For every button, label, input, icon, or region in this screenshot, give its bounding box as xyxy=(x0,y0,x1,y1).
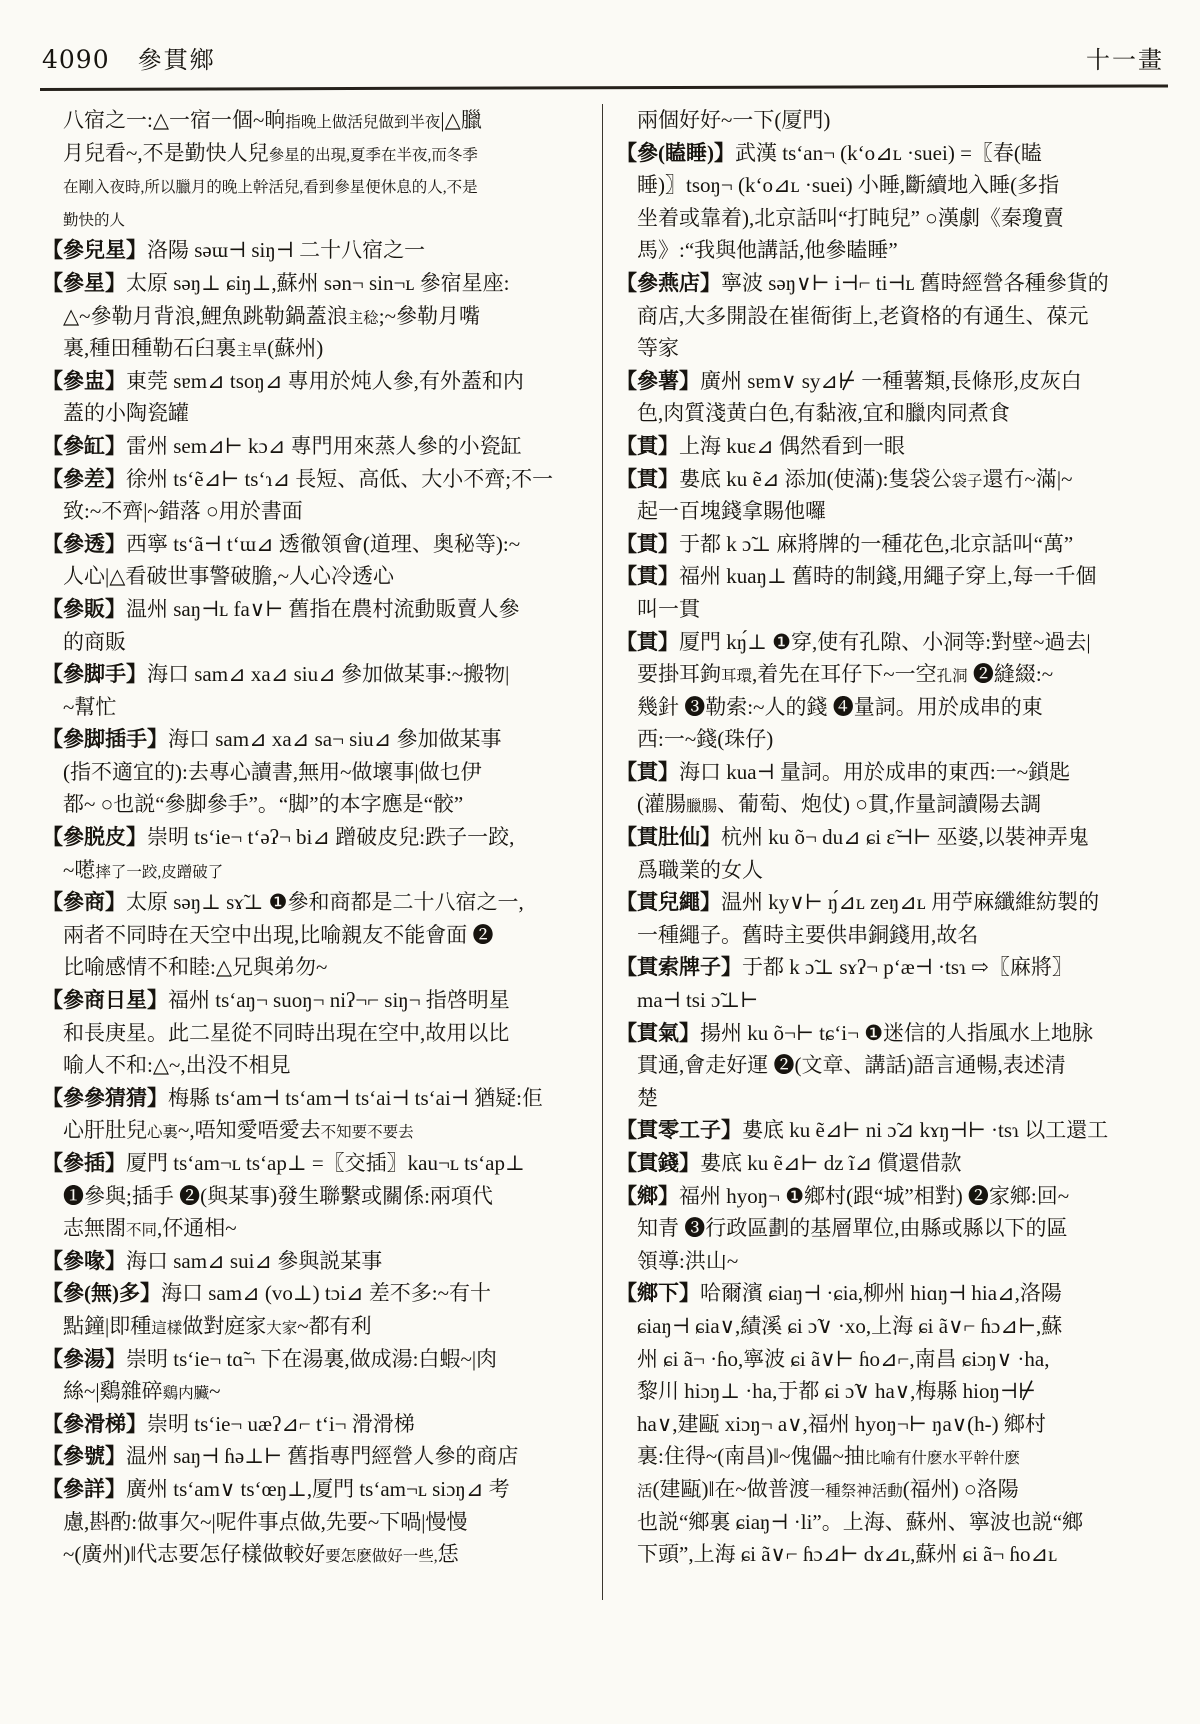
annotation-segment: 活 xyxy=(637,1482,653,1500)
headword: 【參燕店】 xyxy=(616,270,721,295)
text-segment: 上海 kuɛ⊿ 偶然看到一眼 xyxy=(679,433,905,458)
dict-line xyxy=(616,1245,1167,1278)
headword: 【參(瞌睡)】 xyxy=(616,140,735,165)
dict-line xyxy=(42,1212,593,1245)
text-segment: 月兒看~,不是勤快人兒 xyxy=(63,140,269,165)
dict-line xyxy=(616,1147,1167,1180)
left-column xyxy=(42,104,593,1571)
text-segment: 領導:洪山~ xyxy=(637,1248,739,1273)
dict-line xyxy=(42,1147,593,1180)
headword: 【貫】 xyxy=(616,433,679,458)
dict-line xyxy=(616,756,1167,789)
text-segment: 崇明 tsʻie¬ uæʔ⊿⌐ tʻi¬ 滑滑梯 xyxy=(147,1411,415,1436)
text-segment: 婁底 ku ẽ⊿ 添加(使滿):隻袋公 xyxy=(679,466,952,491)
text-segment: 和長庚星。此二星從不同時出現在空中,故用以比 xyxy=(63,1020,510,1045)
text-segment: 商店,大多開設在崔衙街上,老資格的有通生、葆元 xyxy=(637,303,1089,328)
text-segment: 下頭”,上海 ɕi ã∨⌐ ɦɔ⊿⊢ dɤ⊿ʟ,蘇州 ɕi ã¬ ɦo⊿ʟ xyxy=(637,1542,1058,1567)
annotation-segment: 不同 xyxy=(126,1222,158,1240)
headword: 【貫索牌子】 xyxy=(616,955,742,980)
text-segment: 裏,種田種勒石臼裏 xyxy=(63,336,237,361)
text-segment: 温州 saŋ⊣ʟ fa∨⊢ 舊指在農村流動販賣人參 xyxy=(126,596,520,621)
text-segment: 太原 səŋ⊥ ɕiŋ⊥,蘇州 sən¬ sin¬ʟ 參宿星座: xyxy=(126,270,510,295)
dict-line xyxy=(616,267,1167,300)
headword: 【貫氣】 xyxy=(616,1020,700,1045)
text-segment: ;~參勒月嘴 xyxy=(378,303,480,328)
text-segment: ,伓通相~ xyxy=(157,1216,237,1241)
headword: 【參透】 xyxy=(42,531,126,556)
headword: 【參湯】 xyxy=(42,1346,126,1371)
dict-line xyxy=(616,919,1167,952)
header-rule xyxy=(40,84,1168,91)
text-segment: 福州 kuaŋ⊥ 舊時的制錢,用繩子穿上,每一千個 xyxy=(679,564,1097,589)
text-segment: 也説“鄉裏 ɕiaŋ⊣ ·li”。上海、蘇州、寧波也説“鄉 xyxy=(637,1509,1084,1534)
headword: 【參盅】 xyxy=(42,368,126,393)
dict-line xyxy=(42,854,593,887)
text-segment: 蓋的小陶瓷罐 xyxy=(63,401,189,426)
dict-line xyxy=(616,1180,1167,1213)
text-segment: 厦門 tsʻam¬ʟ tsʻap⊥ =〖交插〗kau¬ʟ tsʻap⊥ xyxy=(126,1151,525,1175)
dict-line xyxy=(616,854,1167,887)
headword: 【貫】 xyxy=(616,629,679,654)
text-segment: 心肝肚兒 xyxy=(63,1118,147,1143)
text-segment: 海口 kua⊣ 量詞。用於成串的東西:一~鎖匙 xyxy=(679,759,1071,784)
text-segment: 州 ɕi ã¬ ·ɦo,寧波 ɕi ã∨⊢ ɦo⊿⌐,南昌 ɕiɔŋ∨ ·ha, xyxy=(637,1346,1050,1371)
right-column xyxy=(616,104,1167,1571)
text-segment: 的商販 xyxy=(63,629,126,654)
dict-line xyxy=(616,560,1167,593)
annotation-segment: 大家 xyxy=(266,1319,298,1337)
dict-line xyxy=(616,886,1167,919)
annotation-segment: 勤快的人 xyxy=(63,211,126,229)
dict-line xyxy=(42,267,593,300)
dict-line xyxy=(42,658,593,691)
text-segment: 喻人不和:△~,出没不相見 xyxy=(63,1053,291,1078)
dict-line xyxy=(42,919,593,952)
headword: 【貫】 xyxy=(616,564,679,589)
dict-line xyxy=(42,234,593,267)
dict-line xyxy=(42,756,593,789)
text-segment: 、葡萄、炮仗) ○貫,作量詞讀陽去調 xyxy=(717,792,1042,817)
dict-line xyxy=(616,495,1167,528)
text-segment: 杭州 ku õ¬ du⊿ ɕi ɛ̃⊣⊢ 巫婆,以裝神弄鬼 xyxy=(721,825,1089,850)
annotation-segment: 參星的出現,夏季在半夜,而冬季 xyxy=(268,146,478,164)
headword: 【貫】 xyxy=(616,531,679,556)
dict-line xyxy=(616,1082,1167,1115)
text-segment: |△臘 xyxy=(440,108,482,132)
annotation-segment: 一種祭神活動 xyxy=(809,1482,903,1500)
headword: 【參脚插手】 xyxy=(42,727,168,752)
text-segment: 黎川 hiɔŋ⊥ ·ha,于都 ɕi ɔ̃∨ ha∨,梅縣 hioŋ⊣⊬ xyxy=(637,1379,1036,1404)
dict-line xyxy=(616,1375,1167,1408)
dict-line xyxy=(42,886,593,919)
text-segment: ha∨,建甌 xiɔŋ¬ a∨,福州 hyoŋ¬⊢ ŋa∨(h-) 鄉村 xyxy=(637,1411,1046,1436)
text-segment: 海口 sam⊿ xa⊿ sa¬ siu⊿ 參加做某事 xyxy=(168,727,502,752)
text-segment: 兩個好好~一下(厦門) xyxy=(637,108,831,132)
headword: 【參差】 xyxy=(42,466,126,491)
dict-line xyxy=(616,463,1167,496)
dict-line xyxy=(616,593,1167,626)
dict-line xyxy=(616,1114,1167,1147)
text-segment: ❷縫綴:~ xyxy=(967,662,1054,687)
dict-line xyxy=(42,951,593,984)
text-segment: 坐着或靠着),北京話叫“打盹兒” ○漢劇《秦瓊賣 xyxy=(637,205,1064,230)
dict-line xyxy=(616,1049,1167,1082)
dict-line xyxy=(42,723,593,756)
dict-line xyxy=(616,1017,1167,1050)
annotation-segment: 孔洞 xyxy=(936,668,968,686)
text-segment: 婁底 ku ẽ⊿⊢ ni ɔ̃⊿ kɤŋ⊣⊢ ·tsɿ 以工還工 xyxy=(742,1118,1109,1143)
headword: 【參星】 xyxy=(42,270,126,295)
dict-line xyxy=(42,169,593,202)
dict-line xyxy=(42,1473,593,1506)
text-segment: 裏:住得~(南昌)‖~傀儡~抽 xyxy=(637,1444,865,1469)
text-segment: ,着先在耳仔下~一空 xyxy=(752,662,937,687)
dict-line xyxy=(616,1277,1167,1310)
annotation-segment: 在剛入夜時,所以臘月的晚上幹活兒,看到參星便休息的人,不是 xyxy=(63,179,478,197)
dict-line xyxy=(616,626,1167,659)
annotation-segment: 臘腸 xyxy=(686,798,718,816)
page-header xyxy=(42,40,1164,75)
text-segment: 貫通,會走好運 ❷(文章、講話)語言通暢,表述清 xyxy=(637,1053,1066,1078)
text-segment: 徐州 tsʻẽ⊿⊢ tsʻɿ⊿ 長短、高低、大小不齊;不一 xyxy=(126,466,554,491)
dict-line xyxy=(42,300,593,333)
text-segment: 揚州 ku õ¬⊢ tɕʻi¬ ❶迷信的人指風水上地脉 xyxy=(700,1020,1094,1045)
dict-line xyxy=(42,202,593,235)
text-segment: 起一百塊錢拿賜他囉 xyxy=(637,499,826,524)
annotation-segment: 要怎麽做好一些, xyxy=(325,1548,438,1566)
dict-line xyxy=(616,300,1167,333)
dict-line xyxy=(42,1538,593,1571)
dict-line xyxy=(42,626,593,659)
text-segment: 等家 xyxy=(637,336,679,361)
text-segment: 福州 tsʻaŋ¬ suoŋ¬ niʔ¬⌐ siŋ¬ 指啓明星 xyxy=(168,988,510,1013)
text-segment: 知青 ❸行政區劃的基層單位,由縣或縣以下的區 xyxy=(637,1216,1068,1241)
annotation-segment: 主稔 xyxy=(347,309,379,327)
text-segment: 絲~|鷄雜碎 xyxy=(63,1379,163,1404)
dict-line xyxy=(42,495,593,528)
text-segment: 廣州 sɐm∨ sy⊿⊬ 一種薯類,長條形,皮灰白 xyxy=(700,368,1082,393)
dict-line xyxy=(42,1343,593,1376)
dict-line xyxy=(42,691,593,724)
dict-line xyxy=(616,332,1167,365)
dict-line xyxy=(42,560,593,593)
headword: 【參兒星】 xyxy=(42,238,147,263)
text-segment: ~㘃 xyxy=(63,857,96,882)
dict-line xyxy=(616,397,1167,430)
annotation-segment: 比喻有什麽水平幹什麽 xyxy=(864,1450,1020,1468)
dict-line xyxy=(42,463,593,496)
dict-line xyxy=(42,984,593,1017)
dict-line xyxy=(616,1343,1167,1376)
headword: 【貫錢】 xyxy=(616,1151,700,1175)
text-segment: 東莞 sɐm⊿ tsoŋ⊿ 專用於炖人參,有外蓋和内 xyxy=(126,368,524,393)
annotation-segment: 心裏 xyxy=(147,1124,179,1142)
annotation-segment: 這樣 xyxy=(151,1319,183,1337)
text-segment: 温州 saŋ⊣ ɦə⊥⊢ 舊指專門經營人參的商店 xyxy=(126,1444,519,1469)
headword: 【參參猜猜】 xyxy=(42,1085,168,1110)
text-segment: 楚 xyxy=(637,1085,658,1110)
text-segment: (福州) ○洛陽 xyxy=(902,1476,1019,1501)
text-segment: 婁底 ku ẽ⊿⊢ dz ĩ⊿ 償還借款 xyxy=(700,1151,962,1175)
dict-line xyxy=(42,1114,593,1147)
text-segment: 比喻感情不和睦:△兄與弟勿~ xyxy=(63,955,328,980)
annotation-segment: 指晚上做活兒做到半夜 xyxy=(285,114,441,131)
text-segment: 慮,斟酌:做事欠~|呢件事点做,先要~下喎|慢慢 xyxy=(63,1509,468,1534)
dict-line xyxy=(42,397,593,430)
text-segment: 崇明 tsʻie¬ tʻəʔ¬ bi⊿ 蹭破皮兒:跌子一跤, xyxy=(147,825,515,850)
headword: 【貫】 xyxy=(616,466,679,491)
dict-line xyxy=(616,430,1167,463)
text-segment: 致:~不齊|~錯落 ○用於書面 xyxy=(63,499,303,524)
text-segment: 廣州 tsʻam∨ tsʻœŋ⊥,厦門 tsʻam¬ʟ siɔŋ⊿ 考 xyxy=(126,1476,510,1501)
dict-line xyxy=(42,104,593,137)
text-segment: (灌腸 xyxy=(637,792,686,817)
dict-line xyxy=(616,1408,1167,1441)
text-segment: 要掛耳鉤 xyxy=(637,662,721,687)
dict-line xyxy=(616,691,1167,724)
headword: 【參販】 xyxy=(42,596,126,621)
dict-line xyxy=(616,1506,1167,1539)
dict-line xyxy=(616,723,1167,756)
text-segment: 兩者不同時在天空中出現,比喻親友不能會面 ❷ xyxy=(63,922,494,947)
text-segment: 馬》:“我與他講話,他參瞌睡” xyxy=(637,238,898,263)
text-segment: 志無閤 xyxy=(63,1216,126,1241)
headword: 【參號】 xyxy=(42,1444,126,1469)
text-segment: 洛陽 səɯ⊣ siŋ⊣ 二十八宿之一 xyxy=(147,238,426,263)
dict-line xyxy=(616,137,1167,170)
annotation-segment: 不知要不要去 xyxy=(320,1124,414,1142)
dict-line xyxy=(616,202,1167,235)
text-segment: 幾針 ❸勒索:~人的錢 ❹量詞。用於成串的東 xyxy=(637,694,1043,719)
text-segment: 叫一貫 xyxy=(637,596,700,621)
headword: 【參商日星】 xyxy=(42,988,168,1013)
headword: 【參滑梯】 xyxy=(42,1411,147,1436)
headword: 【參脚手】 xyxy=(42,662,147,687)
headword: 【貫】 xyxy=(616,759,679,784)
text-segment: 梅縣 tsʻam⊣ tsʻam⊣ tsʻai⊣ tsʻai⊣ 猶疑:佢 xyxy=(168,1085,543,1110)
text-segment: ❶參與;插手 ❷(與某事)發生聯繫或關係:兩項代 xyxy=(63,1183,493,1208)
headword: 【參脱皮】 xyxy=(42,825,147,850)
text-segment: 寧波 səŋ∨⊢ i⊣⌐ ti⊣ʟ 舊時經營各種參貨的 xyxy=(721,270,1109,295)
text-segment: 爲職業的女人 xyxy=(637,857,763,882)
dict-line xyxy=(616,104,1167,137)
dict-line xyxy=(616,1440,1167,1473)
dict-line xyxy=(616,1212,1167,1245)
text-segment: ~ xyxy=(209,1379,221,1404)
dict-line xyxy=(42,1440,593,1473)
text-segment: 海口 sam⊿ xa⊿ siu⊿ 參加做某事:~搬物| xyxy=(147,662,510,687)
text-segment: 都~ ○也説“參脚參手”。“脚”的本字應是“骹” xyxy=(63,792,464,817)
text-segment: 人心|△看破世事警破膽,~人心冷透心 xyxy=(63,564,394,589)
headword: 【參薯】 xyxy=(616,368,700,393)
text-segment: 厦門 kŋ́⊥ ❶穿,使有孔隙、小洞等:對壁~過去| xyxy=(679,629,1091,654)
annotation-segment: 耳環 xyxy=(721,668,753,686)
dict-line xyxy=(42,1375,593,1408)
text-segment: 點鐘|即種 xyxy=(63,1313,152,1338)
headword: 【參詳】 xyxy=(42,1476,126,1501)
dict-line xyxy=(42,1408,593,1441)
dict-line xyxy=(616,169,1167,202)
text-segment: 雷州 sem⊿⊢ kɔ⊿ 專門用來蒸人參的小瓷缸 xyxy=(126,433,522,458)
text-segment: ~(廣州)‖代志要怎仔樣做較好 xyxy=(63,1542,326,1567)
dict-line xyxy=(42,528,593,561)
text-segment: ma⊣ tsi ɔ̃⊥⊢ xyxy=(637,988,759,1013)
text-segment: (建甌)‖在~做普渡 xyxy=(652,1476,810,1501)
text-segment: 西寧 tsʻã⊣ tʻɯ⊿ 透徹領會(道理、奥秘等):~ xyxy=(126,531,521,556)
text-segment: 色,肉質淺黄白色,有黏液,宜和臘肉同煮食 xyxy=(637,401,1010,426)
headword: 【參缸】 xyxy=(42,433,126,458)
dict-line xyxy=(42,137,593,170)
stroke-section-label: 十一畫 xyxy=(1086,48,1164,74)
dict-line xyxy=(42,365,593,398)
dict-line xyxy=(42,1277,593,1310)
headword: 【參插】 xyxy=(42,1151,126,1175)
dict-line xyxy=(616,1310,1167,1343)
annotation-segment: 鷄内臟 xyxy=(162,1385,210,1403)
text-segment: 西:一~錢(珠仔) xyxy=(637,727,774,752)
text-segment: 福州 hyoŋ¬ ❶鄉村(跟“城”相對) ❷家鄉:回~ xyxy=(679,1183,1070,1208)
headword: 【貫肚仙】 xyxy=(616,825,721,850)
text-segment: 海口 sam⊿ (vo⊥) tɔi⊿ 差不多:~有十 xyxy=(161,1281,491,1306)
text-segment: (蘇州) xyxy=(267,336,324,361)
dict-line xyxy=(42,1017,593,1050)
headword: 【貫零工子】 xyxy=(616,1118,742,1143)
text-segment: 武漢 tsʻan¬ (kʻo⊿ʟ ·suei) =〖春(瞌 xyxy=(735,140,1042,165)
dict-line xyxy=(42,821,593,854)
annotation-segment: 主旱 xyxy=(236,342,268,360)
text-segment: 還冇~滿|~ xyxy=(982,466,1073,491)
text-segment: 于都 k ɔ̃⊥ sɤʔ¬ pʻæ⊣ ·tsɿ ⇨〖麻將〗 xyxy=(742,955,1073,980)
text-segment: 一種繩子。舊時主要供串銅錢用,故名 xyxy=(637,922,979,947)
dict-line xyxy=(616,1473,1167,1506)
dict-line xyxy=(42,788,593,821)
text-segment: ~都有利 xyxy=(297,1313,372,1338)
dict-line xyxy=(42,430,593,463)
headword: 【貫兒繩】 xyxy=(616,890,721,915)
annotation-segment: 摔了一跤,皮蹭破了 xyxy=(95,863,224,881)
text-segment: 海口 sam⊿ sui⊿ 參與説某事 xyxy=(126,1248,383,1273)
dict-line xyxy=(42,1180,593,1213)
headword: 【參商】 xyxy=(42,890,126,915)
dict-line xyxy=(42,593,593,626)
text-segment: 温州 ky∨⊢ ŋ́⊿ʟ zeŋ⊿ʟ 用苧麻纖維紡製的 xyxy=(721,890,1100,915)
dict-line xyxy=(616,528,1167,561)
dict-line xyxy=(42,1082,593,1115)
dict-line xyxy=(616,821,1167,854)
header-left xyxy=(42,40,216,75)
headword: 【參(無)多】 xyxy=(42,1281,161,1306)
annotation-segment: 袋子 xyxy=(951,472,983,490)
dict-line xyxy=(42,1506,593,1539)
text-segment: ɕiaŋ⊣ ɕia∨,績溪 ɕi ɔ̃∨ ·xo,上海 ɕi ã∨⌐ ɦɔ⊿⊢,蘇 xyxy=(637,1313,1063,1338)
dict-line xyxy=(42,1245,593,1278)
text-segment: △~參勒月背浪,鯉魚跳勒鍋蓋浪 xyxy=(63,303,348,328)
text-segment: 太原 səŋ⊥ sɤ̃⊥ ❶參和商都是二十八宿之一, xyxy=(126,890,524,915)
text-segment: 睡)〗tsoŋ¬ (kʻo⊿ʟ ·suei) 小睡,斷續地入睡(多指 xyxy=(637,173,1060,198)
dict-line xyxy=(616,984,1167,1017)
text-segment: 于都 k ɔ̃⊥ 麻將牌的一種花色,北京話叫“萬” xyxy=(679,531,1074,556)
page-number: 4090 xyxy=(42,45,110,74)
text-segment: 哈爾濱 ɕiaŋ⊣ ·ɕia,柳州 hiɑŋ⊣ hia⊿,洛陽 xyxy=(700,1281,1062,1306)
dict-line xyxy=(616,788,1167,821)
headword: 【鄉下】 xyxy=(616,1281,700,1306)
dict-line xyxy=(616,234,1167,267)
text-segment: (指不適宜的):去專心讀書,無用~做壞事|做乜伊 xyxy=(63,759,482,784)
dict-line xyxy=(42,332,593,365)
text-columns xyxy=(42,104,1167,1571)
headword: 【鄉】 xyxy=(616,1183,679,1208)
text-segment: ~,唔知愛唔愛去 xyxy=(178,1118,321,1143)
text-segment: 恁 xyxy=(437,1542,459,1567)
text-segment: ~幫忙 xyxy=(63,694,117,719)
dict-line xyxy=(616,365,1167,398)
text-segment: 做對庭家 xyxy=(182,1313,267,1338)
headword: 【參喙】 xyxy=(42,1248,126,1273)
text-segment: 八宿之一:△一宿一個~晌 xyxy=(63,108,286,132)
guide-word: 參貫鄉 xyxy=(137,48,216,74)
dict-line xyxy=(616,1538,1167,1571)
text-segment: 崇明 tsʻie¬ tɑ̃¬ 下在湯裏,做成湯:白蝦~|肉 xyxy=(126,1346,498,1371)
dict-line xyxy=(616,658,1167,691)
dict-line xyxy=(42,1049,593,1082)
dict-line xyxy=(616,951,1167,984)
dict-line xyxy=(42,1310,593,1343)
